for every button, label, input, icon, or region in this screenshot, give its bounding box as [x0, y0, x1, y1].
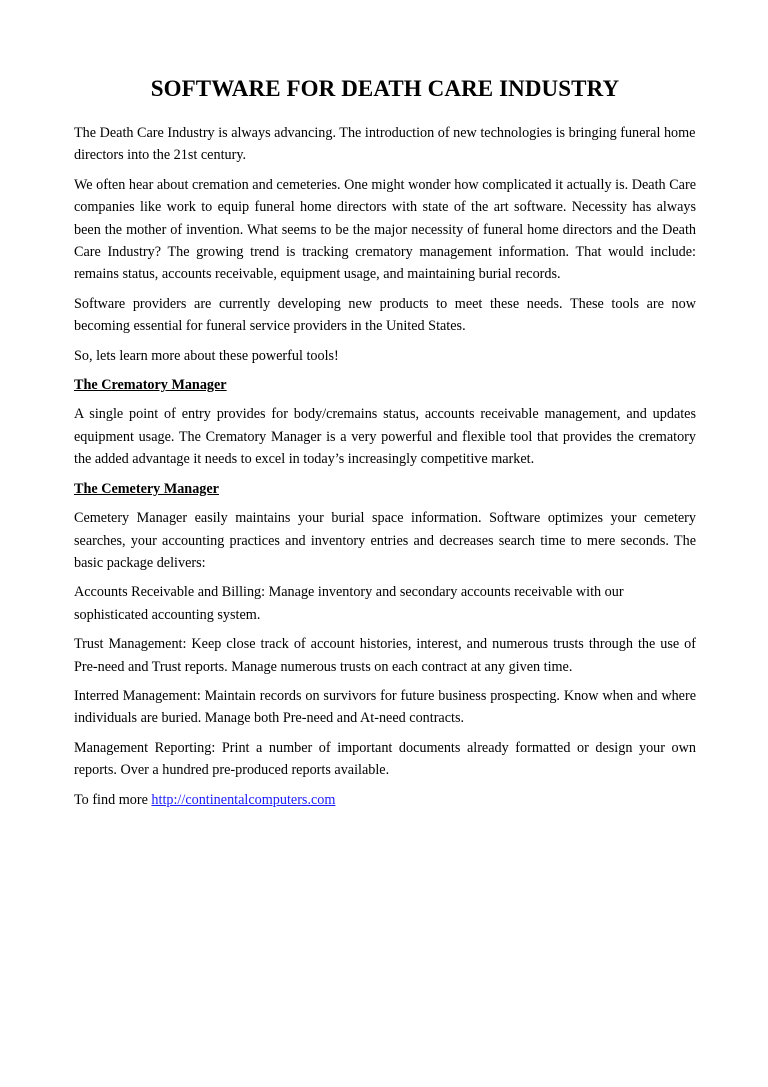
- cemetery-manager-heading: The Cemetery Manager: [74, 480, 219, 497]
- feature-interred-management: Interred Management: Maintain records on survivors for future business prospecting. Know when and where individuals are buried. Manage both Pre-need and At-need contracts.: [74, 687, 696, 727]
- feature-trust-management: Trust Management: Keep close track of account histories, interest, and numerous trusts through the use of Pre-need and Trust reports. Manage numerous trusts on each contract at any given time.: [74, 636, 696, 675]
- crematory-manager-heading: The Crematory Manager: [74, 377, 227, 394]
- feature-management-reporting: Management Reporting: Print a number of important documents already formatted or design your own reports. Over a hundred pre-produced reports available.: [74, 739, 696, 779]
- intro-paragraph-2: We often hear about cremation and cemeteries. One might wonder how complicated it actually is. Death Care companies like work to equip funeral home directors with state of the art software. Necessity has always been the mother of invention. What seems to be the major necessity of funeral home directors and the Death Care Industry? The growing trend is tracking crematory management information. That would include: remains status, accounts receivable, equipment usage, and maintaining burial records.: [74, 176, 696, 283]
- continental-computers-link[interactable]: http://continentalcomputers.com: [151, 791, 336, 808]
- crematory-manager-body: A single point of entry provides for body/cremains status, accounts receivable management, and updates equipment usage. The Crematory Manager is a very powerful and flexible tool that provides the crematory the added advantage it needs to excel in today’s increasingly competitive market.: [74, 406, 696, 468]
- intro-paragraph-1: The Death Care Industry is always advancing. The introduction of new technologies is bringing funeral home directors into the 21st century.: [74, 125, 696, 164]
- document-title: SOFTWARE FOR DEATH CARE INDUSTRY: [150, 76, 620, 101]
- feature-accounts-receivable: Accounts Receivable and Billing: Manage inventory and secondary accounts receivable with our sophisticated accounting system.: [74, 584, 624, 623]
- cemetery-manager-body: Cemetery Manager easily maintains your burial space information. Software optimizes your cemetery searches, your accounting practices and inventory entries and decreases search time to mere seconds. The basic package delivers:: [74, 510, 696, 571]
- intro-paragraph-4: So, lets learn more about these powerful tools!: [74, 347, 339, 364]
- document-page: [74, 74, 696, 818]
- intro-paragraph-3: Software providers are currently developing new products to meet these needs. These tools are now becoming essential for funeral service providers in the United States.: [74, 295, 696, 335]
- find-more-line: [74, 789, 696, 811]
- find-more-prefix: To find more: [74, 791, 152, 808]
